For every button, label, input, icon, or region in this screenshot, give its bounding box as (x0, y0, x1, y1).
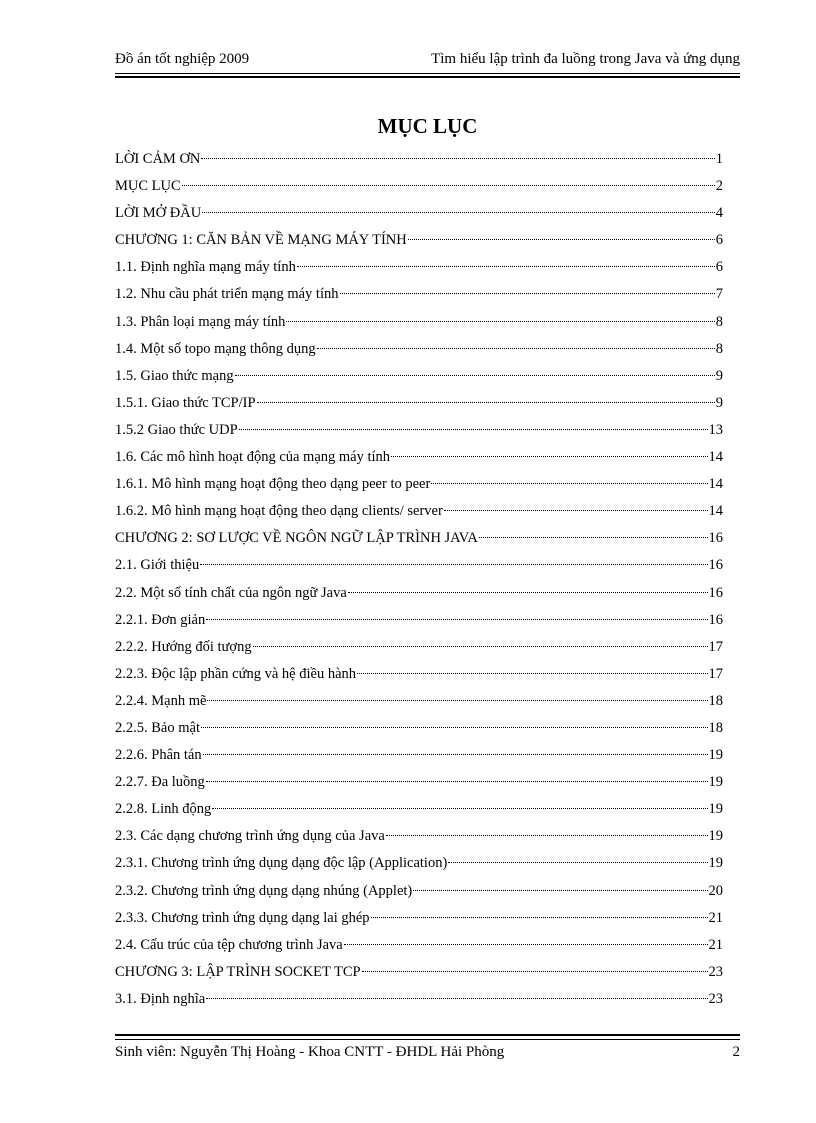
toc-entry-title: 2.2.2. Hướng đối tượng (115, 638, 252, 655)
toc-entry-title: 3.1. Định nghĩa (115, 990, 206, 1007)
toc-entry-page: 17 (708, 665, 723, 682)
toc-entry[interactable] (115, 444, 723, 471)
toc-entry-page: 1 (715, 151, 723, 167)
toc-dot-leader (479, 537, 708, 538)
footer-author: Sinh viên: Nguyễn Thị Hoàng - Khoa CNTT - ĐHDL Hải Phòng (115, 1044, 505, 1060)
toc-entry[interactable] (115, 580, 723, 607)
toc-entry-page: 21 (708, 909, 723, 926)
toc-entry[interactable] (115, 878, 723, 905)
toc-entry-title: 2.2.4. Mạnh mẽ (115, 692, 207, 709)
toc-entry-title: LỜI MỞ ĐẦU (115, 205, 202, 222)
toc-entry-page: 21 (708, 936, 723, 953)
toc-dot-leader (391, 456, 707, 457)
toc-entry-page: 23 (708, 990, 723, 1007)
toc-entry-page: 19 (708, 774, 723, 791)
toc-entry-page: 19 (708, 828, 723, 845)
toc-entry-page: 17 (708, 638, 723, 655)
toc-dot-leader (340, 293, 715, 294)
toc-dot-leader (362, 971, 708, 972)
toc-entry-page: 18 (708, 692, 723, 709)
toc-dot-leader (201, 727, 708, 728)
toc-entry[interactable] (115, 742, 723, 769)
toc-entry-title: CHƯƠNG 2: SƠ LƯỢC VỀ NGÔN NGỮ LẬP TRÌNH JAVA (115, 530, 478, 547)
footer-divider-thick (115, 1034, 740, 1036)
toc-entry[interactable] (115, 498, 723, 525)
toc-entry[interactable] (115, 607, 723, 634)
toc-dot-leader (357, 673, 708, 674)
toc-entry[interactable] (115, 525, 723, 552)
toc-entry[interactable] (115, 200, 723, 227)
toc-entry[interactable] (115, 552, 723, 579)
toc-entry[interactable] (115, 281, 723, 308)
toc-entry-title: 2.2.5. Bảo mật (115, 719, 200, 736)
toc-dot-leader (257, 402, 715, 403)
toc-entry[interactable] (115, 959, 723, 986)
toc-entry[interactable] (115, 417, 723, 444)
toc-entry[interactable] (115, 769, 723, 796)
toc-entry-title: 2.3. Các dạng chương trình ứng dụng của Java (115, 828, 385, 845)
toc-dot-leader (253, 646, 708, 647)
toc-entry-title: 2.2.3. Độc lập phần cứng và hệ điều hành (115, 665, 356, 682)
toc-entry[interactable] (115, 986, 723, 1013)
toc-entry-title: 2.3.2. Chương trình ứng dụng dạng nhúng (Applet) (115, 882, 413, 899)
page-footer (115, 1041, 740, 1063)
toc-entry-title: 1.6. Các mô hình hoạt động của mạng máy tính (115, 449, 391, 466)
toc-entry[interactable] (115, 146, 723, 173)
toc-entry-title: 2.4. Cấu trúc của tệp chương trình Java (115, 936, 343, 953)
page-title: MỤC LỤC (377, 114, 478, 138)
toc-entry-page: 16 (708, 557, 723, 574)
toc-entry-page: 9 (715, 394, 723, 411)
header-divider (115, 73, 740, 74)
page-header (115, 48, 740, 70)
toc-entry[interactable] (115, 688, 723, 715)
toc-entry-title: 1.6.2. Mô hình mạng hoạt động theo dạng clients/ server (115, 503, 443, 520)
toc-entry-title: 2.2. Một số tính chất của ngôn ngữ Java (115, 584, 347, 601)
toc-dot-leader (200, 564, 707, 565)
toc-entry-page: 8 (715, 340, 723, 357)
toc-dot-leader (371, 917, 708, 918)
toc-entry-title: 2.1. Giới thiệu (115, 557, 200, 574)
toc-entry[interactable] (115, 254, 723, 281)
toc-entry-title: 1.2. Nhu cầu phát triển mạng máy tính (115, 286, 339, 303)
toc-entry[interactable] (115, 932, 723, 959)
toc-entry-page: 2 (715, 178, 723, 195)
toc-entry[interactable] (115, 309, 723, 336)
toc-entry-title: 2.3.1. Chương trình ứng dụng dạng độc lập (Application) (115, 855, 448, 872)
toc-entry[interactable] (115, 227, 723, 254)
toc-entry-page: 19 (708, 855, 723, 872)
toc-entry[interactable] (115, 336, 723, 363)
toc-entry[interactable] (115, 905, 723, 932)
toc-entry-page: 7 (715, 286, 723, 303)
toc-dot-leader (212, 808, 707, 809)
toc-entry[interactable] (115, 173, 723, 200)
toc-entry-title: LỜI CẢM ƠN (115, 151, 201, 167)
toc-entry-page: 23 (708, 963, 723, 980)
toc-entry-title: 1.3. Phân loại mạng máy tính (115, 313, 286, 330)
toc-entry[interactable] (115, 363, 723, 390)
toc-dot-leader (286, 321, 714, 322)
toc-entry[interactable] (115, 823, 723, 850)
toc-entry[interactable] (115, 661, 723, 688)
toc-entry-page: 6 (715, 232, 723, 249)
toc-dot-leader (207, 700, 707, 701)
toc-dot-leader (297, 266, 715, 267)
toc-entry-page: 19 (708, 801, 723, 818)
toc-entry-page: 13 (708, 421, 723, 438)
toc-entry-page: 14 (708, 476, 723, 493)
toc-entry-title: 1.5.2 Giao thức UDP (115, 421, 238, 438)
toc-entry-title: CHƯƠNG 3: LẬP TRÌNH SOCKET TCP (115, 963, 361, 980)
toc-dot-leader (448, 862, 707, 863)
toc-entry-page: 20 (708, 882, 723, 899)
toc-dot-leader (408, 239, 715, 240)
toc-entry-title: 2.2.7. Đa luồng (115, 774, 205, 791)
toc-entry-title: 2.3.3. Chương trình ứng dụng dạng lai ghép (115, 909, 370, 926)
toc-entry-title: 1.1. Định nghĩa mạng máy tính (115, 259, 296, 276)
toc-entry-page: 19 (708, 747, 723, 764)
header-divider-thick (115, 76, 740, 78)
toc-entry-page: 16 (708, 611, 723, 628)
toc-entry-page: 16 (708, 584, 723, 601)
toc-entry-title: 2.2.8. Linh động (115, 801, 212, 818)
header-document-title: Tìm hiểu lập trình đa luồng trong Java và ứng dụng (431, 51, 740, 67)
toc-entry-title: 1.5.1. Giao thức TCP/IP (115, 394, 256, 411)
toc-entry-title: 1.6.1. Mô hình mạng hoạt động theo dạng peer to peer (115, 476, 431, 493)
header-document-type: Đồ án tốt nghiệp 2009 (115, 51, 250, 67)
toc-entry-page: 9 (715, 367, 723, 384)
toc-dot-leader (201, 158, 714, 159)
toc-entry-page: 8 (715, 313, 723, 330)
toc-entry-title: CHƯƠNG 1: CĂN BẢN VỀ MẠNG MÁY TÍNH (115, 232, 407, 249)
toc-dot-leader (206, 998, 707, 999)
toc-entry[interactable] (115, 850, 723, 877)
toc-entry-title: 1.4. Một số topo mạng thông dụng (115, 340, 316, 357)
toc-dot-leader (182, 185, 715, 186)
page-number: 2 (732, 1044, 740, 1060)
toc-entry-page: 18 (708, 719, 723, 736)
toc-dot-leader (431, 483, 707, 484)
table-of-contents (115, 146, 723, 1013)
toc-entry-page: 4 (715, 205, 723, 222)
toc-dot-leader (344, 944, 708, 945)
toc-dot-leader (206, 619, 707, 620)
toc-dot-leader (317, 348, 715, 349)
toc-dot-leader (239, 429, 708, 430)
toc-entry[interactable] (115, 634, 723, 661)
toc-dot-leader (413, 890, 707, 891)
toc-dot-leader (235, 375, 715, 376)
toc-dot-leader (348, 592, 708, 593)
toc-entry[interactable] (115, 715, 723, 742)
footer-divider (115, 1039, 740, 1040)
toc-dot-leader (444, 510, 708, 511)
toc-dot-leader (386, 835, 708, 836)
toc-dot-leader (203, 754, 708, 755)
toc-entry-page: 16 (708, 530, 723, 547)
toc-dot-leader (202, 212, 715, 213)
toc-entry-title: 1.5. Giao thức mạng (115, 367, 234, 384)
toc-entry[interactable] (115, 796, 723, 823)
toc-entry-page: 6 (715, 259, 723, 276)
toc-dot-leader (206, 781, 708, 782)
toc-entry[interactable] (115, 390, 723, 417)
toc-entry-title: 2.2.6. Phân tán (115, 747, 202, 764)
toc-entry-title: MỤC LỤC (115, 178, 181, 195)
toc-entry-page: 14 (708, 503, 723, 520)
toc-entry[interactable] (115, 471, 723, 498)
toc-entry-title: 2.2.1. Đơn giản (115, 611, 206, 628)
toc-entry-page: 14 (708, 449, 723, 466)
